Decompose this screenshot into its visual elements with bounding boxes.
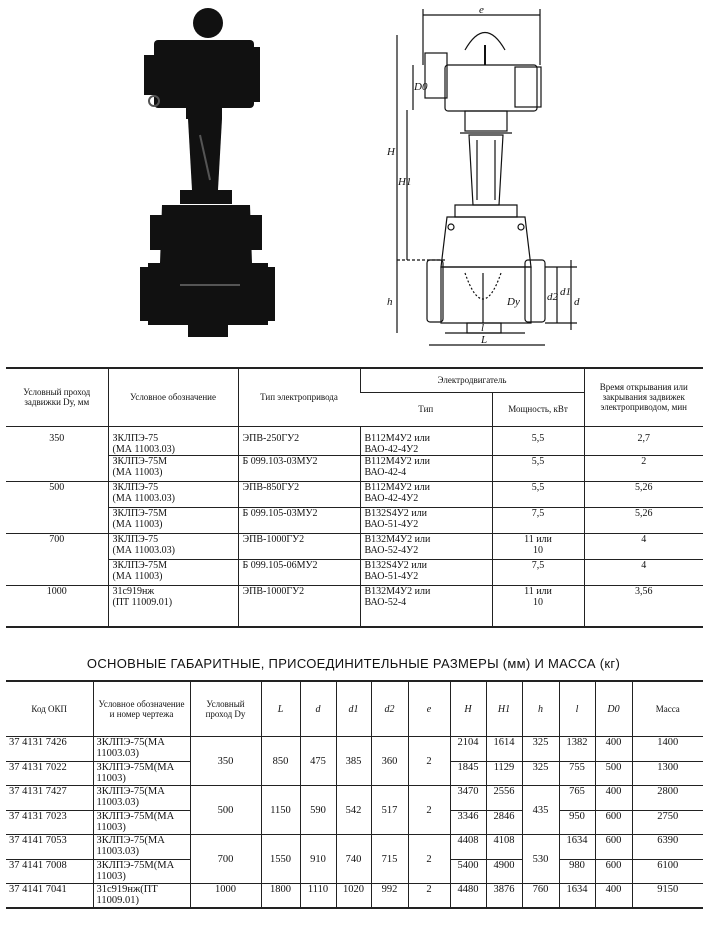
t2-H: 1845 [450,761,486,786]
t2-header-d: d [300,681,336,737]
t1-motor-type-1: В112М4У2 или [364,455,430,467]
t2-okp: 37 4141 7008 [6,859,93,884]
t2-mass: 2750 [632,810,703,835]
t1-motor-type-2: ВАО-52-4У2 [364,544,419,556]
t2-dy: 350 [190,737,261,786]
drawing-label-h: h [387,296,393,308]
t1-time: 5,26 [584,507,703,533]
t1-motor-power [492,507,584,533]
t1-designation-name: ЗКЛПЭ-75М [112,507,168,519]
t2-designation-drawing: (МА 11003) [96,859,175,882]
t2-d2: 517 [371,786,408,835]
t1-drive: ЭПВ-250ГУ2 [238,426,360,455]
t1-designation-drawing: (МА 11003) [112,466,163,478]
t1-header-designation: Условное обозначение [108,368,238,426]
t1-designation-drawing: (МА 11003) [112,570,163,582]
t1-drive: ЭПВ-850ГУ2 [238,481,360,507]
t2-dy: 700 [190,835,261,884]
t2-header-e: e [408,681,450,737]
t1-row [6,481,703,507]
t2-designation-name: ЗКЛПЭ-75М [96,859,154,871]
t2-header-H1: H1 [486,681,522,737]
t1-motor-power [492,585,584,627]
t2-H1: 3876 [486,884,522,909]
t2-designation [93,884,190,909]
t1-drive: ЭПВ-1000ГУ2 [238,533,360,559]
t2-designation [93,737,190,762]
t2-h: 760 [522,884,559,909]
t1-power-1: 7,5 [531,507,545,519]
t1-power-1: 7,5 [531,559,545,571]
t1-dy [6,559,108,585]
t2-designation-name: ЗКЛПЭ-75М [96,761,154,773]
t1-designation-name: ЗКЛПЭ-75М [112,559,168,571]
t2-D0: 600 [595,835,632,860]
t2-e: 2 [408,835,450,884]
drawing-label-l: l [481,322,485,334]
t2-designation [93,859,190,884]
t2-designation-drawing: (МА 11003.03) [96,737,165,759]
t2-L: 1550 [261,835,300,884]
t1-motor-type-1: В132М4У2 или [364,585,431,597]
t1-motor-type [360,533,492,559]
t2-header-dy: Условный проход Dу [190,681,261,737]
t2-d2: 715 [371,835,408,884]
t2-designation-drawing: (МА 11003) [96,761,175,784]
t2-d: 475 [300,737,336,786]
t2-D0: 400 [595,884,632,909]
t1-motor-type-1: В132S4У2 или [364,559,428,571]
t1-motor-type [360,455,492,481]
t2-H1: 4900 [486,859,522,884]
t1-dy: 700 [6,533,108,559]
t2-l: 1634 [559,884,595,909]
t1-motor-type-1: В112М4У2 или [364,432,430,444]
t2-designation-drawing: (МА 11003.03) [96,835,165,857]
t1-designation [108,533,238,559]
t2-e: 2 [408,786,450,835]
t2-l: 755 [559,761,595,786]
t2-D0: 400 [595,786,632,811]
t1-row [6,426,703,455]
t1-motor-type-2: ВАО-42-4У2 [364,492,419,504]
t2-h: 325 [522,737,559,762]
t2-l: 980 [559,859,595,884]
t2-d1: 542 [336,786,371,835]
t2-row [6,737,703,762]
t2-dy: 500 [190,786,261,835]
t2-L: 1800 [261,884,300,909]
t2-h: 325 [522,761,559,786]
t2-header-designation: Условное обозначение и номер чертежа [93,681,190,737]
t1-power-1: 5,5 [531,481,545,493]
t1-time: 4 [584,533,703,559]
t2-mass: 2800 [632,786,703,811]
t1-time: 2,7 [584,426,703,455]
t1-header-motor-power: Мощность, кВт [492,392,584,426]
t1-time: 4 [584,559,703,585]
t2-header-l: l [559,681,595,737]
drawing-label-L: L [481,334,488,346]
drawing-label-D0: D0 [414,81,428,93]
t1-motor-power [492,559,584,585]
t2-designation [93,786,190,811]
t1-motor-type [360,481,492,507]
t2-H1: 1129 [486,761,522,786]
t1-power-2: 10 [533,544,543,556]
t1-designation-drawing: (ПТ 11009.01) [112,596,173,608]
dimensions-heading: ОСНОВНЫЕ ГАБАРИТНЫЕ, ПРИСОЕДИНИТЕЛЬНЫЕ РАЗМЕРЫ (мм) И МАССА (кг) [86,656,621,671]
t1-designation-name: ЗКЛПЭ-75 [112,432,159,444]
t1-motor-type [360,559,492,585]
t1-row [6,559,703,585]
t1-drive: ЭПВ-1000ГУ2 [238,585,360,627]
t1-motor-type [360,426,492,455]
t1-motor-type-1: В132М4У2 или [364,533,431,545]
t2-mass: 6100 [632,859,703,884]
t1-motor-type-1: В112М4У2 или [364,481,430,493]
t2-H: 3470 [450,786,486,811]
t1-motor-type [360,585,492,627]
t2-H: 5400 [450,859,486,884]
t2-H1: 4108 [486,835,522,860]
t2-e: 2 [408,737,450,786]
t2-okp: 37 4131 7426 [9,737,67,748]
t1-time: 2 [584,455,703,481]
t2-header-h: h [522,681,559,737]
t2-row [6,786,703,811]
t2-d1: 1020 [336,884,371,909]
t2-l: 1382 [559,737,595,762]
t1-motor-type [360,507,492,533]
t2-d1: 740 [336,835,371,884]
t1-header-time: Время открывания или закрывания задвижек электроприводом, мин [584,368,703,426]
drawing-label-H1: H1 [398,176,412,188]
t1-header-dy: Условный проход задвижки Dу, мм [6,368,108,426]
t2-D0: 600 [595,859,632,884]
t1-drive: Б 099.105-03МУ2 [238,507,360,533]
dimensions-table [6,680,703,909]
t1-designation [108,559,238,585]
t1-row [6,455,703,481]
t2-H1: 2846 [486,810,522,835]
t2-H1: 1614 [486,737,522,762]
t2-designation-drawing: (МА 11003.03) [96,786,165,808]
t2-D0: 500 [595,761,632,786]
t1-motor-power [492,481,584,507]
t1-designation [108,455,238,481]
t1-designation-name: ЗКЛПЭ-75М [112,455,168,467]
t2-d: 910 [300,835,336,884]
t1-dy: 350 [6,426,108,455]
t2-designation-name: ЗКЛПЭ-75М [96,810,154,822]
t1-designation-drawing: (МА 11003) [112,518,163,530]
drive-table [6,367,703,628]
t1-drive: Б 099.105-06МУ2 [238,559,360,585]
t1-designation [108,426,238,455]
valve-photo [140,5,275,340]
t2-mass: 1400 [632,737,703,762]
t1-motor-type-2: ВАО-51-4У2 [364,570,419,582]
t1-motor-type-2: ВАО-52-4 [364,596,407,608]
t2-designation [93,810,190,835]
t2-designation [93,835,190,860]
drawing-label-d: d [574,296,580,308]
t2-designation-drawing: (ПТ 11009.01) [96,884,158,906]
t1-power-2: 10 [533,596,543,608]
t2-d: 590 [300,786,336,835]
t2-row [6,835,703,860]
t2-designation-name: 31с919нж [96,884,141,895]
t2-designation-drawing: (МА 11003) [96,810,175,833]
t1-designation-name: ЗКЛПЭ-75 [112,481,159,493]
t2-row [6,884,703,909]
drawing-label-H: H [387,146,395,158]
t2-mass: 1300 [632,761,703,786]
t2-L: 1150 [261,786,300,835]
t1-designation-drawing: (МА 11003.03) [112,443,175,455]
t1-dy [6,507,108,533]
t1-designation-drawing: (МА 11003.03) [112,544,175,556]
t2-okp: 37 4131 7023 [6,810,93,835]
t1-dy: 1000 [6,585,108,627]
t2-D0: 600 [595,810,632,835]
t2-header-okp: Код ОКП [6,681,93,737]
t2-d: 1110 [300,884,336,909]
t1-motor-type-2: ВАО-42-4 [364,466,407,478]
t1-motor-power [492,533,584,559]
t2-designation-name: ЗКЛПЭ-75 [96,737,145,748]
t2-H: 3346 [450,810,486,835]
t2-d2: 360 [371,737,408,786]
t2-header-d1: d1 [336,681,371,737]
t1-designation [108,507,238,533]
t2-l: 1634 [559,835,595,860]
t2-e: 2 [408,884,450,909]
t2-header-H: H [450,681,486,737]
t1-motor-type-2: ВАО-51-4У2 [364,518,419,530]
t1-header-motor-type: Тип [360,392,492,426]
t2-h: 530 [522,835,559,884]
t2-designation [93,761,190,786]
t2-okp: 37 4131 7022 [6,761,93,786]
t1-drive: Б 099.103-03МУ2 [238,455,360,481]
t2-okp: 37 4141 7053 [6,835,93,860]
t2-d1: 385 [336,737,371,786]
t1-row [6,585,703,627]
t1-power-1: 11 или [524,585,552,597]
t1-time: 3,56 [584,585,703,627]
t1-row [6,507,703,533]
t2-L: 850 [261,737,300,786]
t1-power-1: 5,5 [531,432,545,444]
t2-mass: 6390 [632,835,703,860]
t1-designation-name: ЗКЛПЭ-75 [112,533,159,545]
t1-header-motor: Электродвигатель [360,368,584,392]
t1-designation [108,481,238,507]
t1-power-1: 5,5 [531,455,545,467]
t2-H: 4408 [450,835,486,860]
t1-header-drive: Тип электропривода [238,368,360,426]
t1-motor-power [492,455,584,481]
t1-motor-type-2: ВАО-42-4У2 [364,443,419,455]
t2-h: 435 [522,786,559,835]
t2-mass: 9150 [632,884,703,909]
t2-header-mass: Масса [632,681,703,737]
valve-drawing [385,5,585,350]
t1-motor-power [492,426,584,455]
drawing-label-d2: d2 [547,291,558,303]
t2-l: 950 [559,810,595,835]
t1-time: 5,26 [584,481,703,507]
t2-D0: 400 [595,737,632,762]
t2-H: 4480 [450,884,486,909]
t2-designation-name: ЗКЛПЭ-75 [96,835,145,846]
t1-designation-name: 31с919нж [112,585,155,597]
t2-header-d2: d2 [371,681,408,737]
t2-header-L: L [261,681,300,737]
t2-d2: 992 [371,884,408,909]
t2-designation-name: ЗКЛПЭ-75 [96,786,145,797]
t2-H: 2104 [450,737,486,762]
t1-dy [6,455,108,481]
t1-designation [108,585,238,627]
t1-motor-type-1: В132S4У2 или [364,507,428,519]
t2-okp: 37 4141 7041 [6,884,93,909]
t1-power-1: 11 или [524,533,552,545]
t1-row [6,533,703,559]
t2-dy: 1000 [190,884,261,909]
drawing-label-Dy: Dу [507,296,520,308]
t2-okp: 37 4131 7427 [6,786,93,811]
drawing-label-d1: d1 [560,286,571,298]
t2-header-D0: D0 [595,681,632,737]
t2-H1: 2556 [486,786,522,811]
drawing-label-e: e [479,5,484,16]
t2-l: 765 [559,786,595,811]
t1-dy: 500 [6,481,108,507]
t1-designation-drawing: (МА 11003.03) [112,492,175,504]
